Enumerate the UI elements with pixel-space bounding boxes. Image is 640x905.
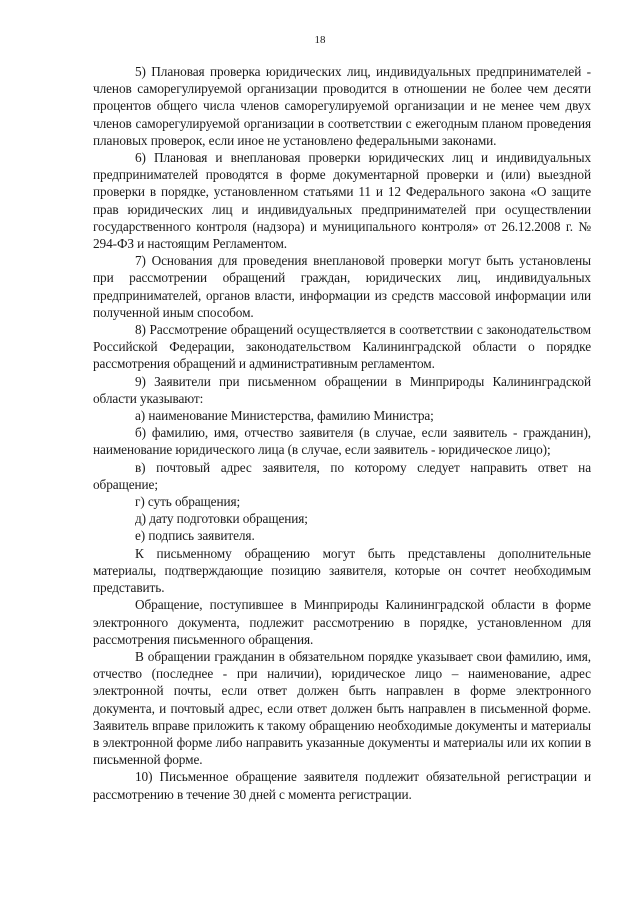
paragraph-7: 7) Основания для проведения внеплановой проверки могут быть установлены при рассмотрении обращений граждан, юридических лиц, индивидуальных предпринимателей, органов власти, информации из средств массовой информации или полученной иным способом. <box>93 253 591 320</box>
paragraph-10: 10) Письменное обращение заявителя подлежит обязательной регистрации и рассмотрению в течение 30 дней с момента регистрации. <box>93 769 591 802</box>
list-item-v: в) почтовый адрес заявителя, по которому следует направить ответ на обращение; <box>93 459 591 492</box>
paragraph-9: 9) Заявители при письменном обращении в Минприроды Калининградской области указывают: <box>93 373 591 406</box>
list-item-b: б) фамилию, имя, отчество заявителя (в случае, если заявитель - гражданин), наименование юридического лица (в случае, если заявитель - юридическое лицо); <box>93 425 591 458</box>
paragraph-citizen-requirements: В обращении гражданин в обязательном порядке указывает свои фамилию, имя, отчество (последнее - при наличии), юридическое лицо – наименование, адрес электронной почты, если ответ должен быть направлен в форме электронного документа, и почтовый адрес, если ответ должен быть направлен в письменной форме. Заявитель вправе приложить к такому обращению необходимые документы и материалы в электронной форме либо направить указанные документы и материалы или их копии в письменной форме. <box>93 648 591 768</box>
paragraph-electronic-document: Обращение, поступившее в Минприроды Калининградской области в форме электронного документа, подлежит рассмотрению в порядке, установленном для рассмотрения письменного обращения. <box>93 597 591 647</box>
list-item-d: д) дату подготовки обращения; <box>135 511 308 527</box>
paragraph-additional-materials: К письменному обращению могут быть представлены дополнительные материалы, подтверждающие позицию заявителя, которые он сочтет необходимым представить. <box>93 545 591 596</box>
list-item-g: г) суть обращения; <box>135 494 241 510</box>
list-item-e: е) подпись заявителя. <box>135 528 255 544</box>
list-item-a: а) наименование Министерства, фамилию Министра; <box>135 408 434 424</box>
paragraph-5: 5) Плановая проверка юридических лиц, индивидуальных предпринимателей - членов саморегулируемой организации проводится в отношении не более чем десяти процентов общего числа членов саморегулируемой организации и не менее чем двух членов саморегулируемой организации в соответствии с ежегодным планом проведения плановых проверок, если иное не установлено федеральными законами. <box>93 64 591 148</box>
page-number: 18 <box>314 34 326 46</box>
paragraph-6: 6) Плановая и внеплановая проверки юридических лиц и индивидуальных предпринимателей проводятся в форме документарной проверки и (или) выездной проверки в порядке, установленном статьями 11 и 12 Федерального закона «О защите прав юридических лиц и индивидуальных предпринимателей при осуществлении государственного контроля (надзора) и муниципального контроля» от 26.12.2008 г. № 294-ФЗ и настоящим Регламентом. <box>93 150 591 252</box>
document-body <box>93 63 591 803</box>
paragraph-8: 8) Рассмотрение обращений осуществляется в соответствии с законодательством Российской Федерации, законодательством Калининградской области о порядке рассмотрения обращений и административным регламентом. <box>93 322 591 372</box>
